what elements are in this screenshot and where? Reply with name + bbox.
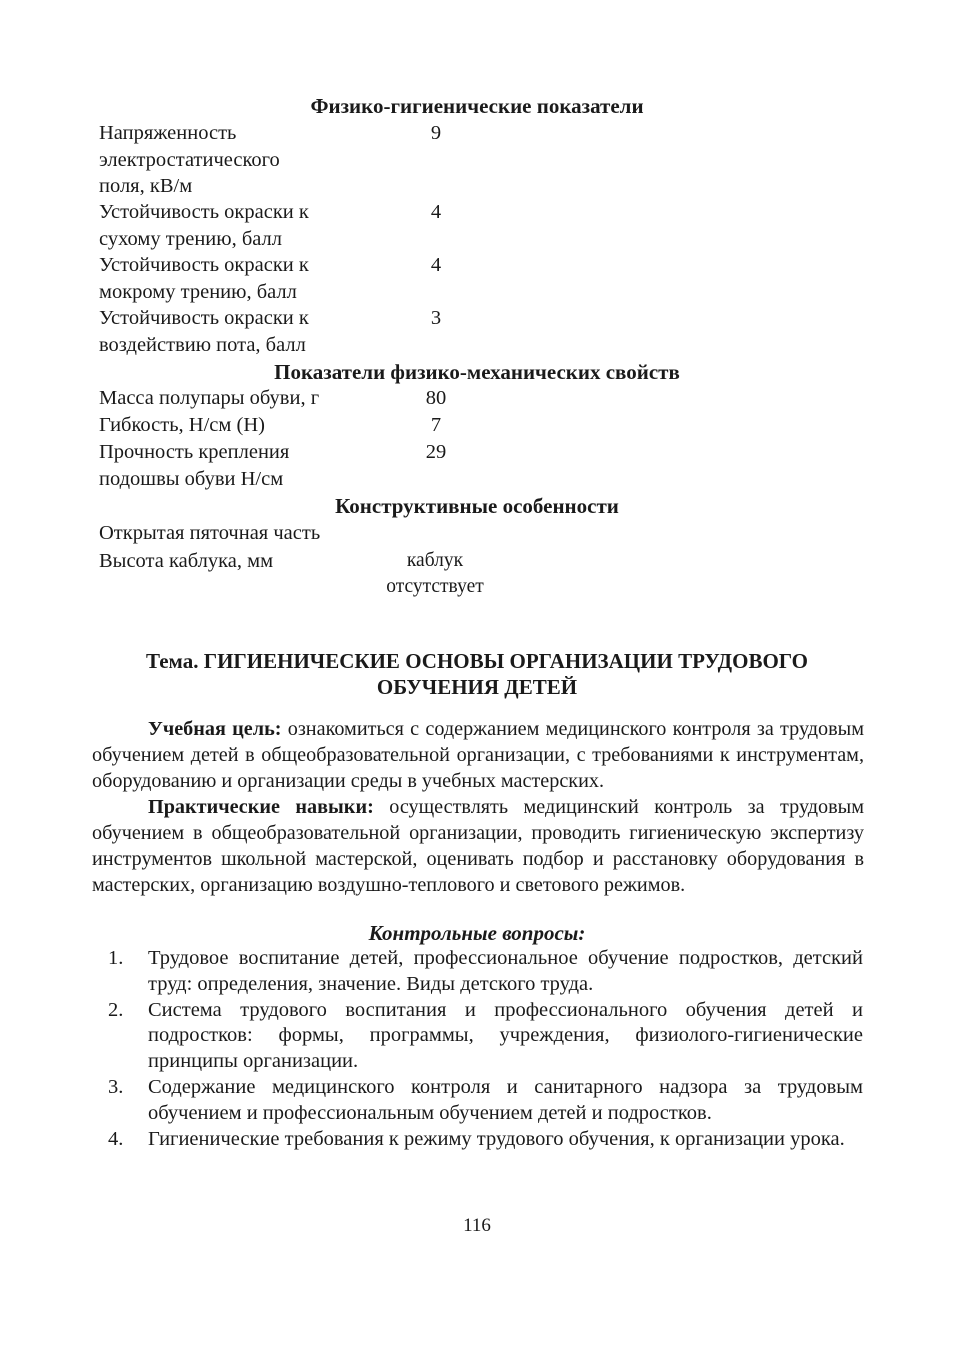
row-value-dry-rub: 4	[430, 201, 442, 223]
row-value-mass: 80	[425, 387, 447, 409]
row-label-open-heel: Открытая пяточная часть	[99, 522, 321, 544]
row-label-electrostatic: Напряженность электростатического поля, кВ/м	[99, 122, 280, 197]
row-label-dry-rub: Устойчивость окраски к сухому трению, балл	[99, 201, 309, 250]
goal-text: ознакомиться с содержанием медицинского контроля за трудовым обучением детей в общеобразовательной организации, с требованиями к инструментам, оборудованию и организации среды в учебных мастерских.	[92, 718, 865, 792]
skills-paragraph	[92, 794, 864, 898]
row-value-electrostatic: 9	[430, 122, 442, 144]
list-item	[108, 998, 863, 1075]
section-heading-physical-hygienic: Физико-гигиенические показатели	[310, 94, 644, 118]
question-number: 2.	[108, 998, 124, 1021]
row-label-mass: Масса полупары обуви, г	[99, 387, 320, 409]
row-value-heel-height: каблук отсутствует	[386, 550, 484, 597]
goal-paragraph	[92, 716, 864, 794]
section-heading-physical-mechanical: Показатели физико-механических свойств	[274, 360, 680, 384]
list-item	[108, 1075, 863, 1127]
row-label-wet-rub: Устойчивость окраски к мокрому трению, балл	[99, 254, 309, 303]
row-label-sweat: Устойчивость окраски к воздействию пота, балл	[99, 307, 309, 356]
row-value-flexibility: 7	[430, 414, 442, 436]
row-value-sole-strength: 29	[425, 441, 447, 463]
row-value-sweat: 3	[430, 307, 442, 329]
row-label-heel-height: Высота каблука, мм	[99, 550, 274, 572]
skills-text: осуществлять медицинский контроль за трудовым обучением в общеобразовательной организации, проводить гигиеническую экспертизу инструментов школьной мастерской, оценивать подбор и расстановку оборудования в мастерских, организацию воздушно-теплового и светового режимов.	[92, 796, 865, 896]
list-item	[108, 946, 863, 998]
question-text: Система трудового воспитания и профессионального обучения детей и подростков: формы, программы, учреждения, физиолого-гигиенические принципы организации.	[148, 998, 863, 1073]
row-label-sole-strength: Прочность крепления подошвы обуви Н/см	[99, 441, 290, 490]
row-value-wet-rub: 4	[430, 254, 442, 276]
question-number: 3.	[108, 1075, 124, 1098]
list-item	[108, 1127, 863, 1153]
questions-heading: Контрольные вопросы:	[368, 921, 586, 945]
section-heading-construction: Конструктивные особенности	[335, 494, 619, 518]
question-text: Трудовое воспитание детей, профессиональное обучение подростков, детский труд: определения, значение. Виды детского труда.	[148, 947, 863, 995]
question-number: 1.	[108, 947, 124, 969]
questions-list	[108, 946, 863, 1152]
question-number: 4.	[108, 1127, 124, 1150]
row-label-flexibility: Гибкость, Н/см (Н)	[99, 414, 265, 436]
question-text: Содержание медицинского контроля и санитарного надзора за трудовым обучением и профессиональным обучением детей и подростков.	[148, 1075, 863, 1124]
skills-label: Практические навыки:	[148, 796, 374, 818]
topic-title: Тема. ГИГИЕНИЧЕСКИЕ ОСНОВЫ ОРГАНИЗАЦИИ ТРУДОВОГО ОБУЧЕНИЯ ДЕТЕЙ	[146, 649, 808, 699]
question-text: Гигиенические требования к режиму трудового обучения, к организации урока.	[148, 1127, 845, 1150]
goal-label: Учебная цель:	[148, 718, 282, 740]
page-number: 116	[463, 1215, 491, 1236]
